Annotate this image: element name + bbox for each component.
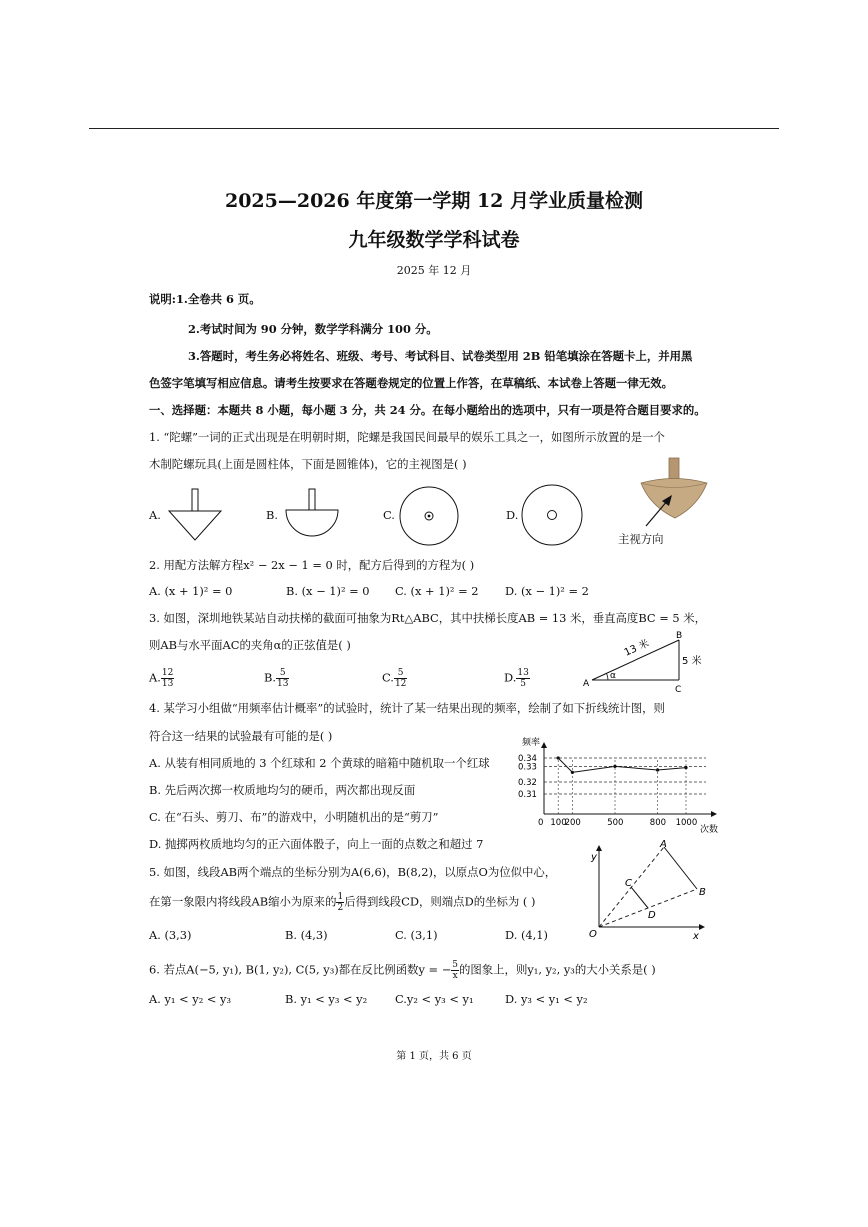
q3-stem-line1: 3. 如图，深圳地铁某站自动扶梯的截面可抽象为Rt△ABC，其中扶梯长度AB = 13 米，垂直高度BC = 5 米， (149, 611, 707, 625)
q6-option-a: A. y₁ < y₂ < y₃ (149, 992, 232, 1006)
q5-option-a: A. (3,3) (149, 928, 192, 942)
q3-option-d-prefix: D. (504, 670, 517, 685)
q2-option-d: D. (x − 1)² = 2 (505, 584, 589, 598)
q2-option-c: C. (x + 1)² = 2 (395, 584, 479, 598)
q3-option-b-fraction (276, 668, 289, 689)
q1-option-d-figure (520, 484, 584, 550)
chart-x-axis-arrow (711, 811, 717, 817)
q1-option-d-label: D. (506, 508, 519, 522)
q3-bc-length: 5 米 (682, 656, 702, 667)
q5-point-b: B (699, 887, 706, 898)
q3-option-a-fraction (161, 668, 174, 689)
q5-y-axis-label: y (591, 852, 597, 863)
q5-option-d: D. (4,1) (505, 928, 548, 942)
q3-stem-line2: 则AB与水平面AC的夹角α的正弦值是( ) (149, 638, 351, 652)
chart-x-tick-label: 200 (564, 818, 581, 828)
q3-point-a: A (583, 679, 590, 689)
q2-option-a: A. (x + 1)² = 0 (149, 584, 233, 598)
q1-option-c-label: C. (383, 508, 395, 522)
chart-data-point (656, 768, 659, 771)
chart-x-tick-label: 500 (607, 818, 624, 828)
chart-y-tick-label: 0.33 (518, 762, 537, 773)
q1-option-a-figure (165, 486, 225, 544)
q4-option-b: B. 先后两次掷一枚质地均匀的硬币，两次都出现反面 (149, 783, 416, 797)
q4-option-c: C. 在“石头、剪刀、布”的游戏中，小明随机出的是“剪刀” (149, 810, 439, 824)
q5-fraction-numerator: 1 (337, 892, 344, 902)
q5-x-axis-label: x (693, 931, 699, 942)
q6-stem (149, 960, 656, 981)
note-2: 2.考试时间为 90 分钟，数学学科满分 100 分。 (188, 322, 438, 336)
chart-x-tick-label: 0 (538, 818, 544, 828)
q6-fraction (451, 960, 459, 981)
q3-option-c-numerator: 5 (394, 668, 407, 679)
q5-option-b: B. (4,3) (285, 928, 328, 942)
chart-data-point (571, 771, 574, 774)
q5-stem-line2 (149, 892, 535, 913)
chart-y-tick-label: 0.31 (518, 790, 537, 800)
chart-y-tick-label: 0.32 (518, 778, 537, 788)
q5-point-d: D (648, 910, 656, 921)
exam-subtitle: 九年级数学学科试卷 (348, 229, 520, 251)
q3-option-c-denominator: 12 (394, 679, 407, 689)
chart-data-point (557, 756, 560, 759)
q3-option-b (264, 668, 289, 689)
q6-fraction-numerator: 5 (452, 960, 458, 970)
chart-y-axis-arrow (541, 742, 547, 748)
q6-fraction-denominator: x (452, 971, 458, 981)
chart-data-point (613, 765, 616, 768)
q3-ab-length: 13 米 (622, 638, 651, 659)
q3-option-b-denominator: 13 (277, 679, 289, 689)
q3-option-d-denominator: 5 (520, 679, 526, 689)
q3-option-d (504, 668, 530, 689)
q3-option-a-prefix: A. (149, 670, 161, 685)
view-direction-label: 主视方向 (618, 532, 664, 546)
chart-y-axis-label: 频率 (522, 738, 541, 748)
q6-stem-part2: 的图象上，则y₁, y₂, y₃的大小关系是( ) (458, 962, 656, 977)
exam-title: 2025—2026 年度第一学期 12 月学业质量检测 (224, 190, 644, 212)
q1-option-b-label: B. (266, 508, 278, 522)
q6-option-d: D. y₃ < y₁ < y₂ (505, 992, 588, 1006)
q1-stem-line2: 木制陀螺玩具(上面是圆柱体，下面是圆锥体)，它的主视图是( ) (149, 457, 467, 471)
q4-option-a: A. 从装有相同质地的 3 个红球和 2 个黄球的暗箱中随机取一个红球 (149, 756, 490, 770)
q5-fraction-denominator: 2 (337, 903, 344, 913)
frequency-line-chart (516, 734, 722, 838)
q2-option-b: B. (x − 1)² = 0 (286, 584, 370, 598)
q3-option-a-numerator: 12 (161, 668, 174, 678)
q3-angle-alpha: α (610, 671, 616, 681)
q1-stem-line1: 1. “陀螺”一词的正式出现是在明朝时期，陀螺是我国民间最早的娱乐工具之一，如图所示放置的是一个 (149, 430, 665, 444)
q5-coordinate-figure (585, 838, 713, 942)
note-3-line1: 3.答题时，考生务必将姓名、班级、考号、考试科目、试卷类型用 2B 铅笔填涂在答题卡上，并用黑 (188, 349, 693, 363)
view-direction-arrow (636, 490, 686, 530)
note-1: 说明:1.全卷共 6 页。 (149, 292, 261, 306)
q3-option-d-numerator: 13 (517, 668, 529, 678)
q3-point-b: B (676, 631, 683, 641)
q1-option-c-figure (397, 486, 461, 550)
q3-triangle-figure (578, 628, 718, 696)
q6-stem-part1: 6. 若点A(−5, y₁), B(1, y₂), C(5, y₃)都在反比例函数y = − (149, 962, 452, 977)
note-3-line2: 色签字笔填写相应信息。请考生按要求在答题卷规定的位置上作答，在草稿纸、本试卷上答题一律无效。 (149, 376, 673, 390)
chart-series-line (558, 758, 686, 772)
q3-option-a (149, 668, 174, 689)
q4-stem-line2: 符合这一结果的试验最有可能的是( ) (149, 729, 333, 743)
q5-stem-line2-part2: 后得到线段CD，则端点D的坐标为 ( ) (344, 894, 536, 909)
q3-option-b-numerator: 5 (276, 668, 289, 679)
chart-x-axis-label: 次数 (700, 825, 719, 835)
exam-date: 2025 年 12 月 (396, 264, 472, 277)
q3-option-d-fraction (516, 668, 529, 689)
q3-option-b-prefix: B. (264, 670, 276, 685)
q2-stem: 2. 用配方法解方程x² − 2x − 1 = 0 时，配方后得到的方程为( ) (149, 558, 475, 572)
header-rule (89, 128, 779, 129)
q5-origin-label: O (589, 929, 597, 940)
chart-x-tick-label: 1000 (675, 818, 698, 828)
q5-point-c: C (625, 878, 632, 889)
q1-option-a-label: A. (149, 508, 161, 522)
chart-x-tick-label: 100 (550, 818, 567, 828)
q5-point-a: A (660, 839, 667, 850)
q3-point-c: C (675, 685, 682, 695)
chart-data-point (684, 766, 687, 769)
q3-option-a-denominator: 13 (161, 679, 174, 689)
chart-x-tick-label: 800 (649, 818, 667, 828)
q3-option-c (382, 668, 407, 689)
chart-y-tick-label: 0.34 (518, 754, 537, 764)
q1-option-b-figure (282, 486, 342, 544)
page-footer: 第 1 页，共 6 页 (396, 1051, 472, 1062)
q3-option-c-fraction (394, 668, 407, 689)
q5-stem-line2-part1: 在第一象限内将线段AB缩小为原来的 (149, 894, 337, 909)
q4-option-d: D. 抛掷两枚质地均匀的正六面体骰子，向上一面的点数之和超过 7 (149, 837, 484, 851)
section-1-heading: 一、选择题：本题共 8 小题，每小题 3 分，共 24 分。在每小题给出的选项中，只有一项是符合题目要求的。 (149, 403, 706, 417)
q6-option-c: C.y₂ < y₃ < y₁ (395, 992, 474, 1006)
q5-stem-line1: 5. 如图，线段AB两个端点的坐标分别为A(6,6)，B(8,2)，以原点O为位似中心， (149, 865, 557, 879)
q6-option-b: B. y₁ < y₃ < y₂ (285, 992, 368, 1006)
q5-option-c: C. (3,1) (395, 928, 438, 942)
q4-stem-line1: 4. 某学习小组做“用频率估计概率”的试验时，统计了某一结果出现的频率，绘制了如下折线统计图，则 (149, 701, 665, 715)
q3-option-c-prefix: C. (382, 670, 394, 685)
